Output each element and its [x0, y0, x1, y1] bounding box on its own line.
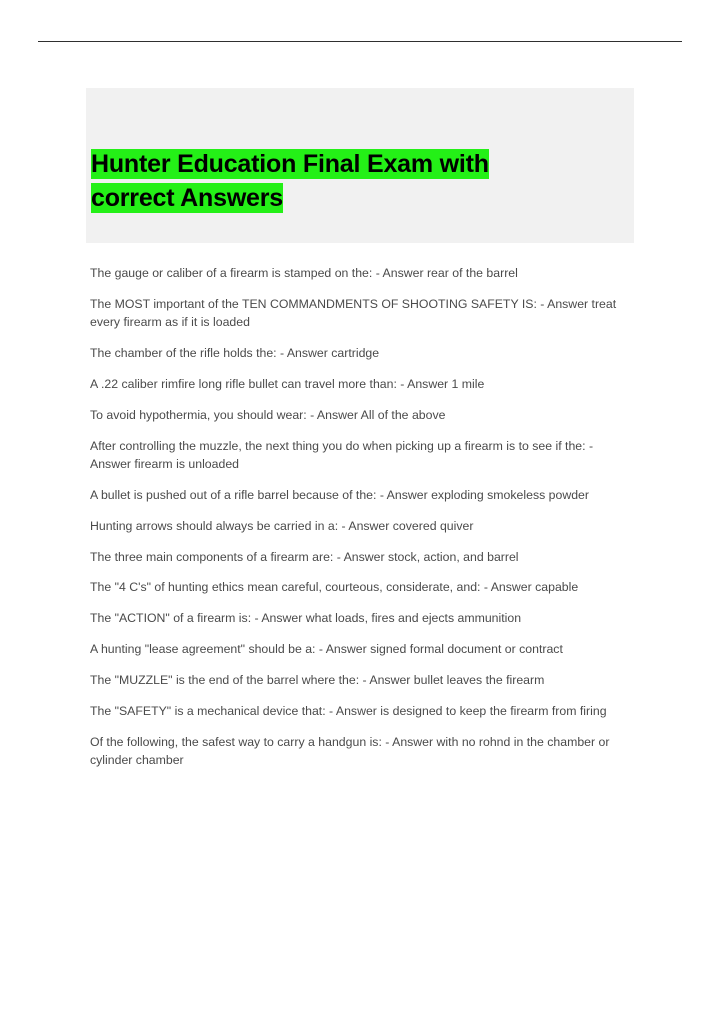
qa-item: The "MUZZLE" is the end of the barrel where the: - Answer bullet leaves the firearm: [90, 673, 545, 688]
qa-item: The "ACTION" of a firearm is: - Answer what loads, fires and ejects ammunition: [90, 611, 522, 626]
qa-item: Hunting arrows should always be carried in a: - Answer covered quiver: [90, 518, 474, 533]
qa-item: The chamber of the rifle holds the: - Answer cartridge: [90, 345, 380, 360]
qa-item: A bullet is pushed out of a rifle barrel because of the: - Answer exploding smokeless powder: [90, 487, 589, 502]
qa-item: A .22 caliber rimfire long rifle bullet can travel more than: - Answer 1 mile: [90, 376, 485, 391]
qa-list: [86, 243, 634, 770]
qa-item: The "SAFETY" is a mechanical device that: - Answer is designed to keep the firearm from firing: [90, 704, 607, 719]
qa-item: The gauge or caliber of a firearm is stamped on the: - Answer rear of the barrel: [90, 266, 518, 280]
header-divider: [38, 41, 682, 42]
qa-item: The "4 C's" of hunting ethics mean careful, courteous, considerate, and: - Answer capable: [90, 580, 579, 595]
qa-item: Of the following, the safest way to carry a handgun is: - Answer with no rohnd in the chamber or cylinder chamber: [90, 735, 610, 768]
document-content: [86, 88, 634, 770]
page-title: [86, 148, 634, 215]
qa-item: The MOST important of the TEN COMMANDMENTS OF SHOOTING SAFETY IS: - Answer treat every firearm as if it is loaded: [90, 296, 617, 329]
qa-item: To avoid hypothermia, you should wear: - Answer All of the above: [90, 407, 446, 422]
qa-item: After controlling the muzzle, the next thing you do when picking up a firearm is to see if the: - Answer firearm is unloaded: [90, 438, 594, 471]
title-block: [86, 88, 634, 243]
qa-item: The three main components of a firearm are: - Answer stock, action, and barrel: [90, 549, 519, 564]
qa-item: A hunting "lease agreement" should be a: - Answer signed formal document or contract: [90, 642, 563, 657]
title-line-1: Hunter Education Final Exam with: [91, 150, 489, 178]
title-line-2: correct Answers: [91, 183, 283, 212]
